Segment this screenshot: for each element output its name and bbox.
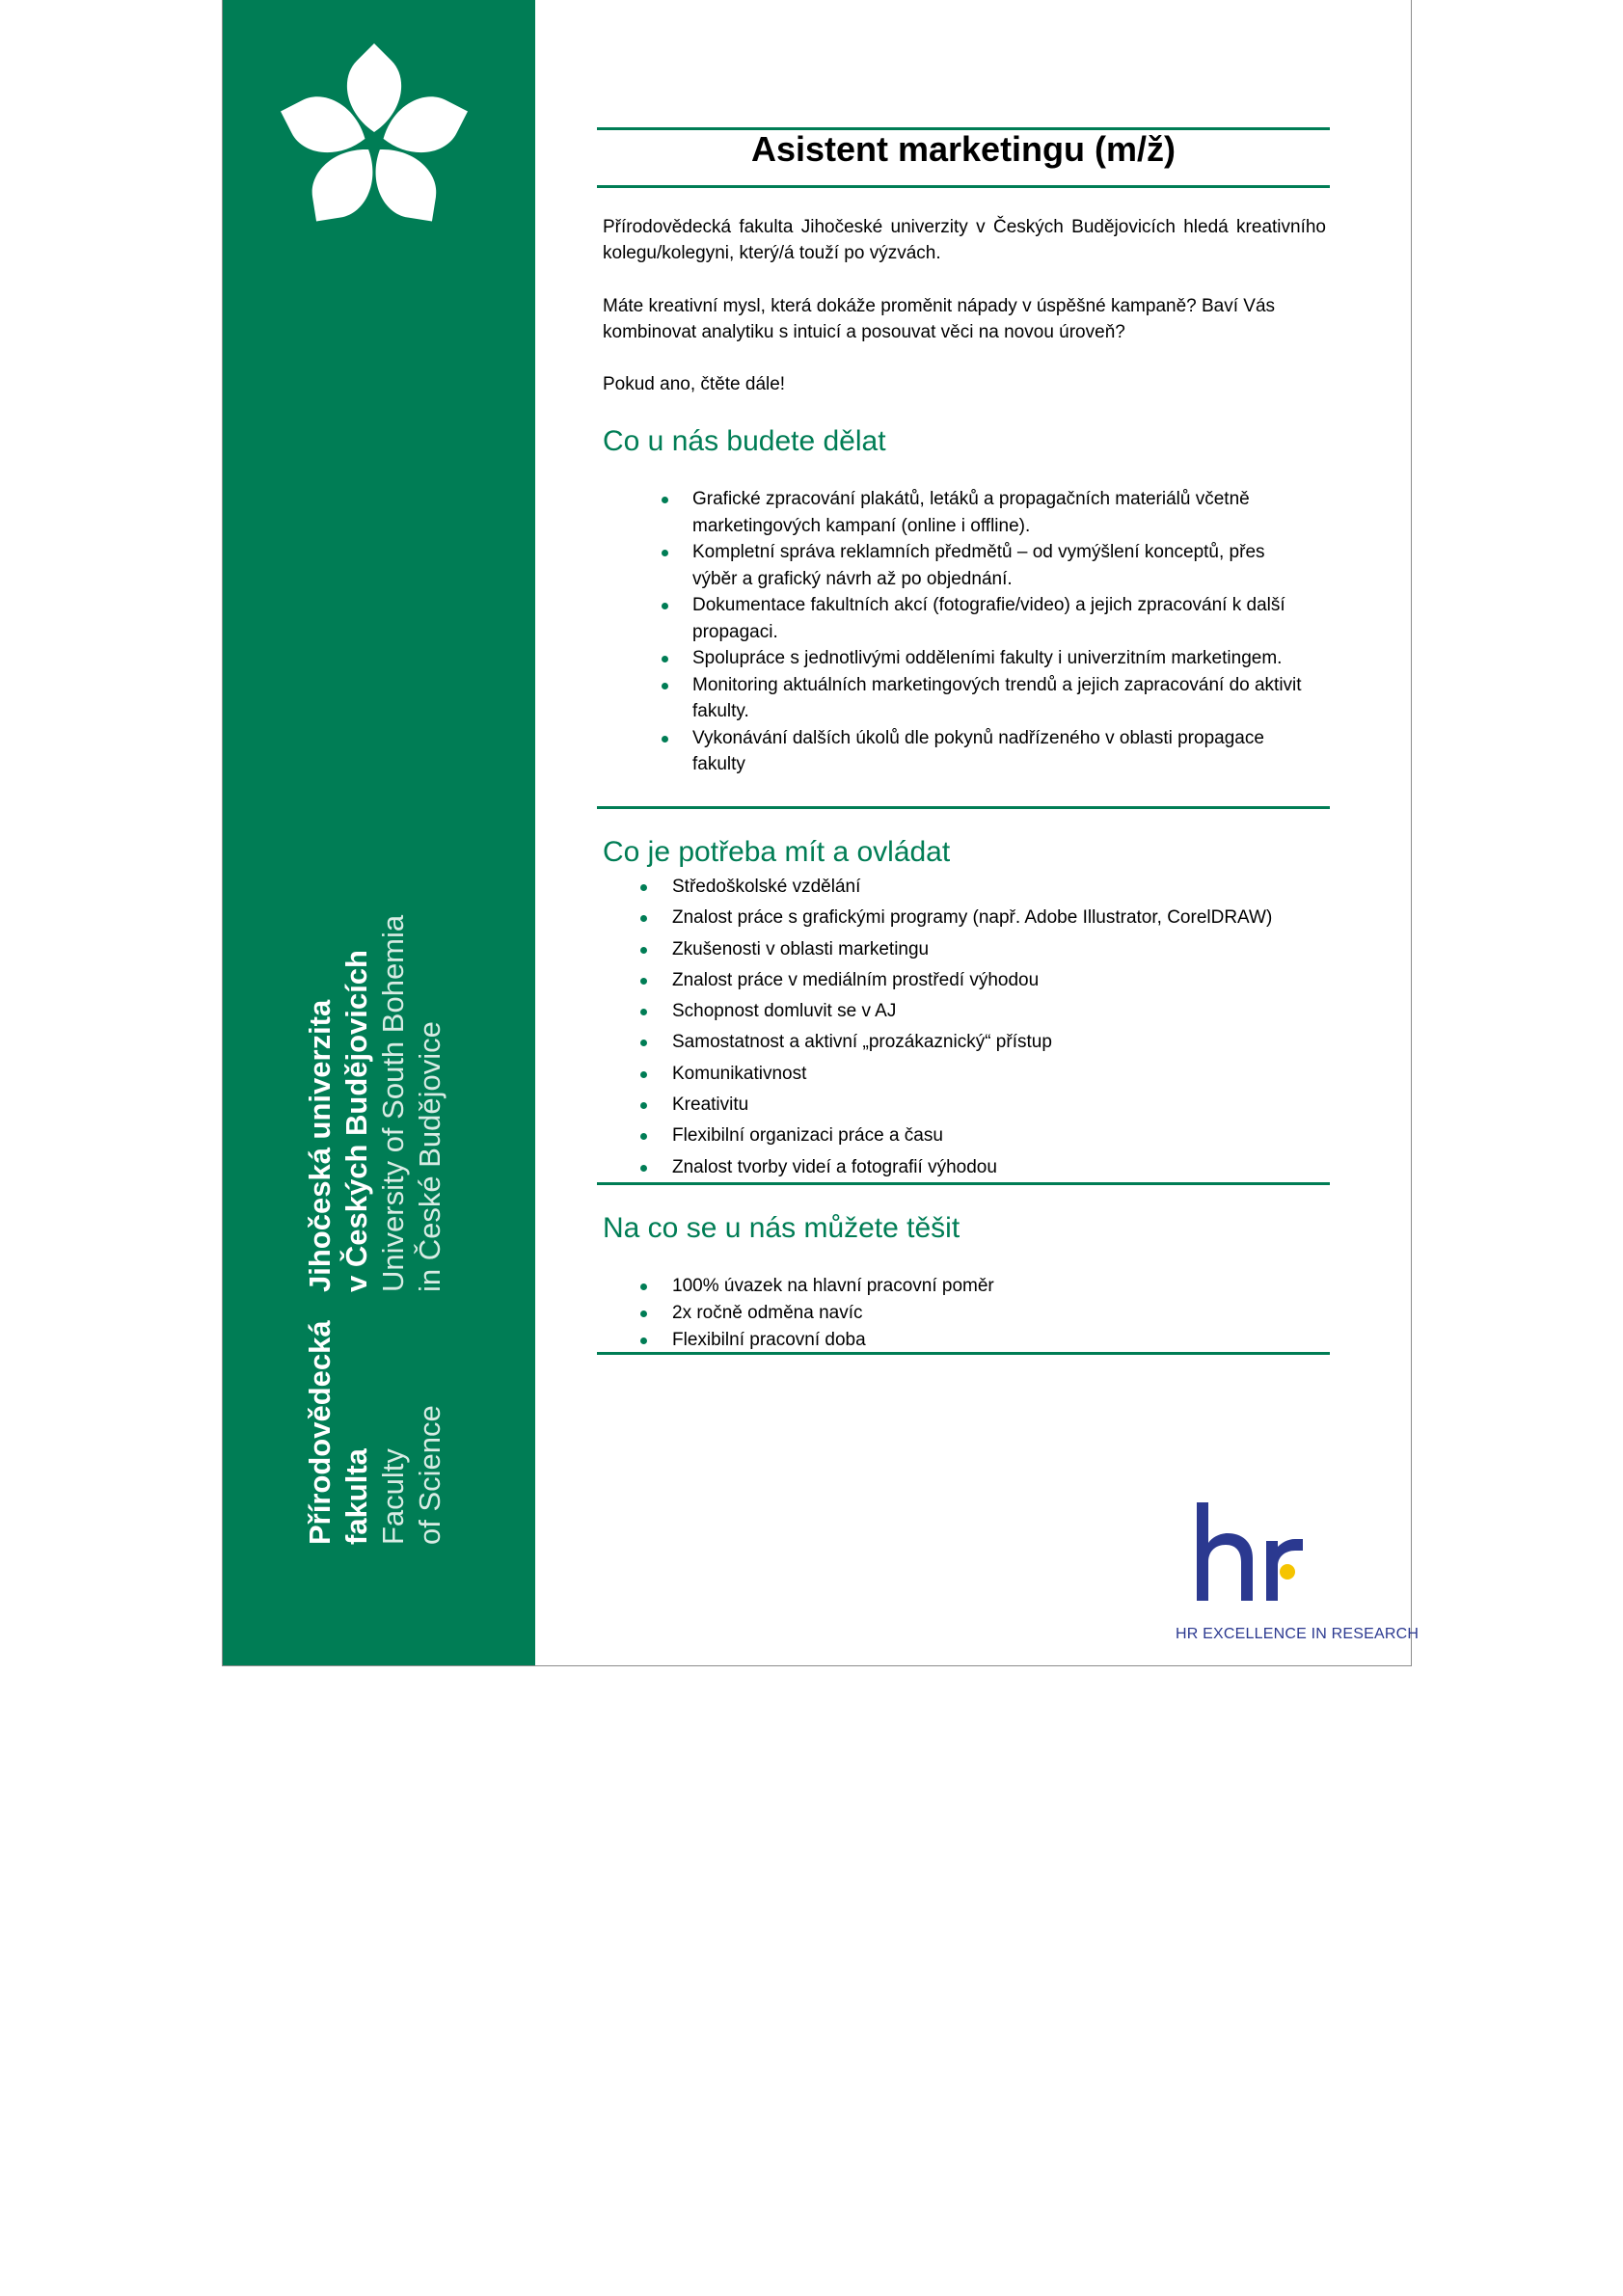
benefits-list — [672, 1273, 1328, 1354]
university-en-line1: University of South Bohemia — [376, 914, 410, 1292]
list-item: Flexibilní organizaci práce a času — [672, 1121, 1328, 1151]
hr-excellence-text: HR EXCELLENCE IN RESEARCH — [1176, 1626, 1420, 1642]
document-page — [222, 0, 1420, 1666]
faculty-name-vertical — [302, 851, 446, 1545]
flower-logo-icon — [273, 41, 475, 243]
university-cz-line2: v Českých Budějovicích — [339, 950, 373, 1292]
section-heading-benefits: Na co se u nás můžete těšit — [603, 1212, 960, 1244]
intro-paragraph: Přírodovědecká fakulta Jihočeské univerzity v Českých Budějovicích hledá kreativního kolegu/kolegyni, který/á touží po výzvách. — [603, 217, 1326, 263]
page-title: Asistent marketingu (m/ž) — [750, 129, 1177, 169]
faculty-sidebar — [223, 0, 535, 1665]
list-item: Flexibilní pracovní doba — [672, 1327, 1328, 1354]
list-item: Grafické zpracování plakátů, letáků a propagačních materiálů včetně marketingových kampaní (online i offline). — [692, 486, 1310, 539]
section-heading-skills: Co je potřeba mít a ovládat — [603, 836, 951, 868]
list-item: Zkušenosti v oblasti marketingu — [672, 934, 1328, 965]
university-cz-line1: Jihočeská univerzita — [303, 999, 337, 1292]
list-item: Schopnost domluvit se v AJ — [672, 996, 1328, 1027]
list-item: Komunikativnost — [672, 1059, 1328, 1090]
faculty-cz-line1: Přírodovědecká — [303, 1320, 337, 1545]
list-item: Kompletní správa reklamních předmětů – od vymýšlení konceptů, přes výběr a grafický návrh až po objednání. — [692, 539, 1310, 592]
list-item: Samostatnost a aktivní „prozákaznický“ přístup — [672, 1027, 1328, 1058]
title-bottom-rule — [597, 185, 1330, 188]
intro-paragraph: Pokud ano, čtěte dále! — [603, 374, 786, 394]
faculty-cz-line2: fakulta — [339, 1448, 373, 1545]
section-divider — [597, 1182, 1330, 1185]
list-item: Znalost práce v mediálním prostředí výhodou — [672, 965, 1328, 996]
list-item: Dokumentace fakultních akcí (fotografie/video) a jejich zpracování k další propagaci. — [692, 592, 1310, 645]
tasks-list — [692, 486, 1310, 778]
faculty-en-line1: Faculty — [376, 1448, 410, 1545]
list-item: 100% úvazek na hlavní pracovní poměr — [672, 1273, 1328, 1300]
list-item: Vykonávání dalších úkolů dle pokynů nadřízeného v oblasti propagace fakulty — [692, 725, 1310, 778]
list-item: Spolupráce s jednotlivými odděleními fakulty i univerzitním marketingem. — [692, 645, 1310, 672]
skills-list — [672, 872, 1328, 1183]
section-heading-tasks: Co u nás budete dělat — [603, 425, 886, 457]
list-item: Monitoring aktuálních marketingových trendů a jejich zapracování do aktivit fakulty. — [692, 672, 1310, 725]
list-item: Kreativitu — [672, 1090, 1328, 1121]
section-divider — [597, 806, 1330, 809]
faculty-en-line2: of Science — [413, 1405, 446, 1545]
list-item: Znalost práce s grafickými programy (např. Adobe Illustrator, CorelDRAW) — [672, 903, 1328, 933]
section-divider — [597, 1352, 1330, 1355]
list-item: Středoškolské vzdělání — [672, 872, 1328, 903]
list-item: 2x ročně odměna navíc — [672, 1300, 1328, 1327]
university-en-line2: in České Budějovice — [413, 1021, 446, 1292]
intro-paragraph: Máte kreativní mysl, která dokáže proměnit nápady v úspěšné kampaně? Baví Vás kombinovat analytiku s intuicí a posouvat věci na novou úroveň? — [603, 296, 1276, 342]
list-item: Znalost tvorby videí a fotografií výhodou — [672, 1152, 1328, 1183]
